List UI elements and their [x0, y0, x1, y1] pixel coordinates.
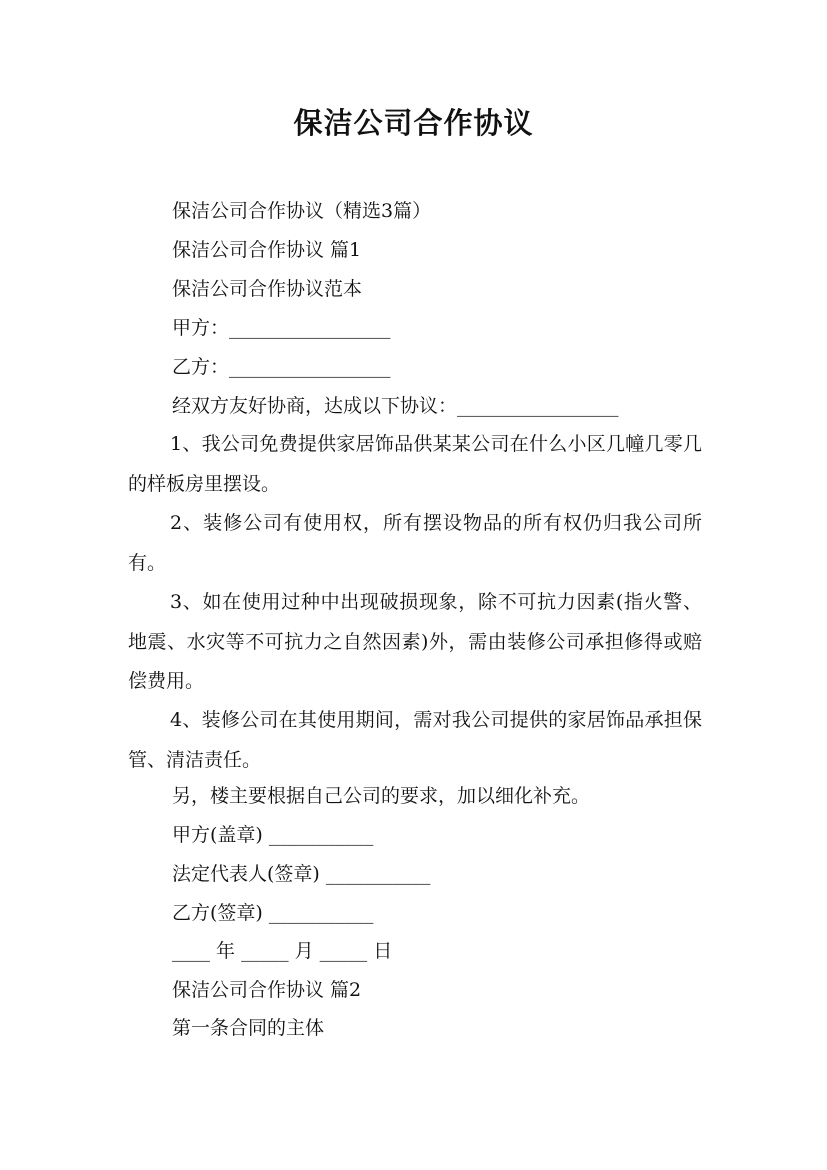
- agreement-intro: 经双方友好协商，达成以下协议：_________________: [172, 395, 619, 417]
- article1-heading: 第一条合同的主体: [172, 1017, 325, 1039]
- document-title: 保洁公司合作协议: [293, 106, 534, 140]
- part1-heading: 保洁公司合作协议 篇1: [172, 239, 362, 261]
- party-b-line: 乙方：_________________: [172, 356, 391, 378]
- party-a-line: 甲方：_________________: [172, 317, 391, 339]
- heading-selected: 保洁公司合作协议（精选3篇）: [172, 200, 432, 222]
- signature-legal-rep: 法定代表人(签章) ___________: [172, 863, 431, 885]
- clause-1: 1、我公司免费提供家居饰品供某某公司在什么小区几幢几零几的样板房里摆设。: [128, 433, 702, 495]
- clause-2: 2、装修公司有使用权，所有摆设物品的所有权仍归我公司所有。: [128, 512, 702, 574]
- template-heading: 保洁公司合作协议范本: [172, 278, 363, 300]
- additional-note: 另，楼主要根据自己公司的要求，加以细化补充。: [172, 785, 591, 807]
- clause-4: 4、装修公司在其使用期间，需对我公司提供的家居饰品承担保管、清洁责任。: [128, 709, 702, 771]
- date-line: ____ 年 _____ 月 _____ 日: [172, 940, 393, 962]
- signature-party-a: 甲方(盖章) ___________: [172, 824, 374, 846]
- clause-3: 3、如在使用过种中出现破损现象，除不可抗力因素(指火警、地震、水灾等不可抗力之自然因素)外，需由装修公司承担修得或赔偿费用。: [128, 591, 702, 692]
- signature-party-b: 乙方(签章) ___________: [172, 902, 374, 924]
- part2-heading: 保洁公司合作协议 篇2: [172, 979, 362, 1001]
